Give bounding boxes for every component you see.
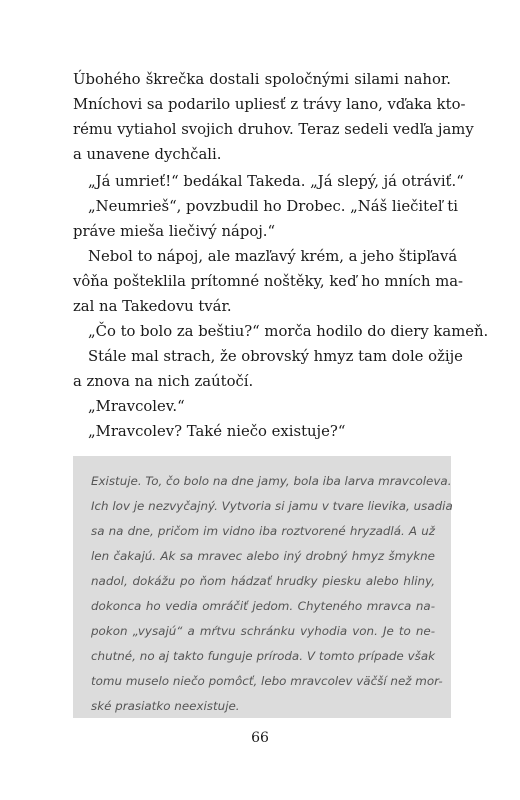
sidebar-line: len čakajú. Ak sa mravec alebo iný drobný hmyz šmykne [91,549,435,563]
text-line: „Čo to bolo za beštiu?“ morča hodilo do diery kameň. [88,323,489,340]
text-line: Mníchovi sa podarilo upliesť z trávy lano, vďaka kto- [73,96,466,113]
sidebar-line: nadol, dokážu po ňom hádzať hrudky piesku alebo hliny, [91,574,435,588]
text-line: Úbohého škrečka dostali spoločnými silami nahor. [73,71,451,88]
text-line: „Mravcolev? Také niečo existuje?“ [88,423,346,440]
sidebar-line: pokon „vysajú“ a mŕtvu schránku vyhodia von. Je to ne- [91,624,435,638]
text-line: rému vytiahol svojich druhov. Teraz sedeli vedľa jamy [73,121,474,138]
sidebar-line: Existuje. To, čo bolo na dne jamy, bola iba larva mravcoleva. [91,474,452,488]
text-line: Nebol to nápoj, ale mazľavý krém, a jeho štipľavá [88,248,458,265]
text-line: zal na Takedovu tvár. [73,298,232,315]
sidebar-line: sa na dne, pričom im vidno iba roztvorené hryzadlá. A už [91,524,435,538]
text-line: „Já umrieť!“ bedákal Takeda. „Já slepý, já otráviť.“ [88,173,464,190]
text-line: a unavene dychčali. [73,146,222,163]
sidebar-line: Ich lov je nezvyčajný. Vytvoria si jamu v tvare lievika, usadia [91,499,453,513]
text-line: práve mieša liečivý nápoj.“ [73,223,276,240]
text-line: „Neumrieš“, povzbudil ho Drobec. „Náš liečiteľ ti [88,198,458,215]
sidebar-line: dokonca ho vedia omráčiť jedom. Chyteného mravca na- [91,599,435,613]
text-line: Stále mal strach, že obrovský hmyz tam dole ožije [88,348,463,365]
text-line: vôňa pošteklila prítomné noštěky, keď ho mních ma- [73,273,464,290]
sidebar-text-block [91,469,453,719]
sidebar-line: tomu muselo niečo pomôcť, lebo mravcolev väčší než mor- [91,674,443,688]
info-sidebar-box [73,456,451,718]
page-number: 66 [251,730,269,746]
sidebar-line: ské prasiatko neexistuje. [91,699,240,713]
main-text-block [73,67,489,444]
sidebar-line: chutné, no aj takto funguje príroda. V tomto prípade však [91,649,435,663]
text-line: „Mravcolev.“ [88,398,185,415]
text-line: a znova na nich zaútočí. [73,373,254,390]
